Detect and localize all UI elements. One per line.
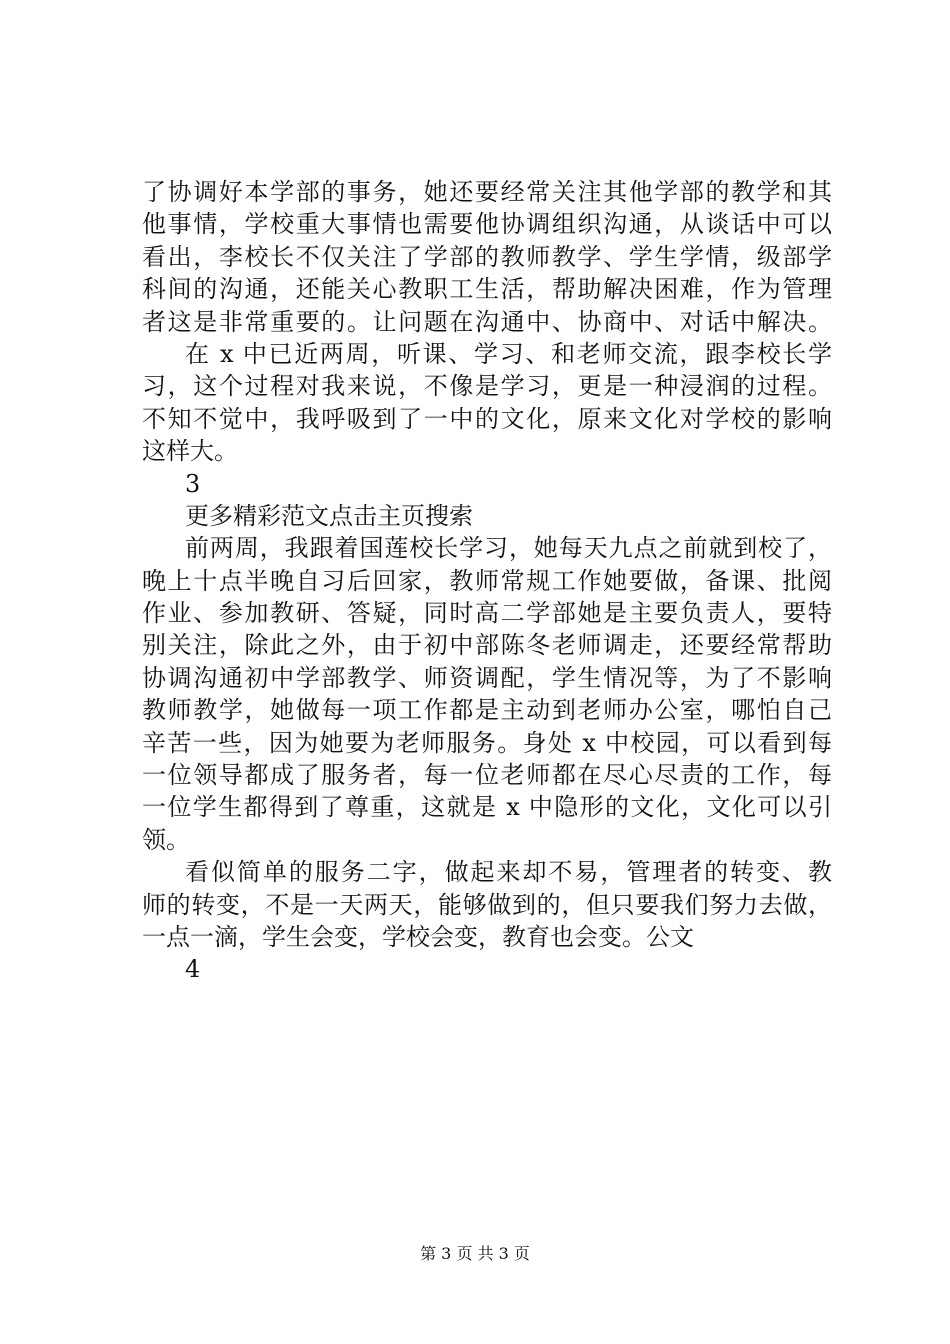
text-line: 者这是非常重要的。让问题在沟通中、协商中、对话中解决。 — [142, 307, 832, 336]
text-line: 不知不觉中，我呼吸到了一中的文化，原来文化对学校的影响 — [142, 404, 832, 433]
text-line: 看出，李校长不仅关注了学部的教师教学、学生学情，级部学 — [142, 242, 832, 271]
text-line: 辛苦一些，因为她要为老师服务。身处 x 中校园，可以看到每 — [142, 728, 832, 757]
page-number-footer: 第 3 页 共 3 页 — [420, 1244, 530, 1263]
text-line: 协调沟通初中学部教学、师资调配，学生情况等，为了不影响 — [142, 663, 832, 692]
promo-line: 更多精彩范文点击主页搜索 — [185, 501, 473, 530]
paragraph-start-line: 看似简单的服务二字，做起来却不易，管理者的转变、教 — [185, 858, 832, 887]
text-line: 习，这个过程对我来说，不像是学习，更是一种浸润的过程。 — [142, 372, 832, 401]
paragraph-start-line: 在 x 中已近两周，听课、学习、和老师交流，跟李校长学 — [185, 339, 832, 368]
text-line: 一位学生都得到了尊重，这就是 x 中隐形的文化，文化可以引 — [142, 793, 832, 822]
text-line: 他事情，学校重大事情也需要他协调组织沟通，从谈话中可以 — [142, 210, 832, 239]
text-line: 作业、参加教研、答疑，同时高二学部她是主要负责人，要特 — [142, 599, 832, 628]
section-number: 4 — [185, 955, 201, 984]
text-line: 科间的沟通，还能关心教职工生活，帮助解决困难，作为管理 — [142, 275, 832, 304]
text-line: 一点一滴，学生会变，学校会变，教育也会变。公文 — [142, 922, 694, 951]
paragraph-start-line: 前两周，我跟着国莲校长学习，她每天九点之前就到校了， — [185, 534, 832, 563]
section-number: 3 — [185, 469, 201, 498]
text-line: 教师教学，她做每一项工作都是主动到老师办公室，哪怕自己 — [142, 696, 832, 725]
text-line: 了协调好本学部的事务，她还要经常关注其他学部的教学和其 — [142, 178, 832, 206]
document-body — [142, 176, 832, 986]
text-line: 这样大。 — [142, 437, 238, 466]
text-line: 别关注，除此之外，由于初中部陈冬老师调走，还要经常帮助 — [142, 631, 832, 660]
text-line: 晚上十点半晚自习后回家，教师常规工作她要做，备课、批阅 — [142, 566, 832, 595]
text-line: 领。 — [142, 825, 190, 854]
text-line: 师的转变，不是一天两天，能够做到的，但只要我们努力去做， — [142, 890, 832, 919]
text-line: 一位领导都成了服务者，每一位老师都在尽心尽责的工作，每 — [142, 761, 832, 790]
